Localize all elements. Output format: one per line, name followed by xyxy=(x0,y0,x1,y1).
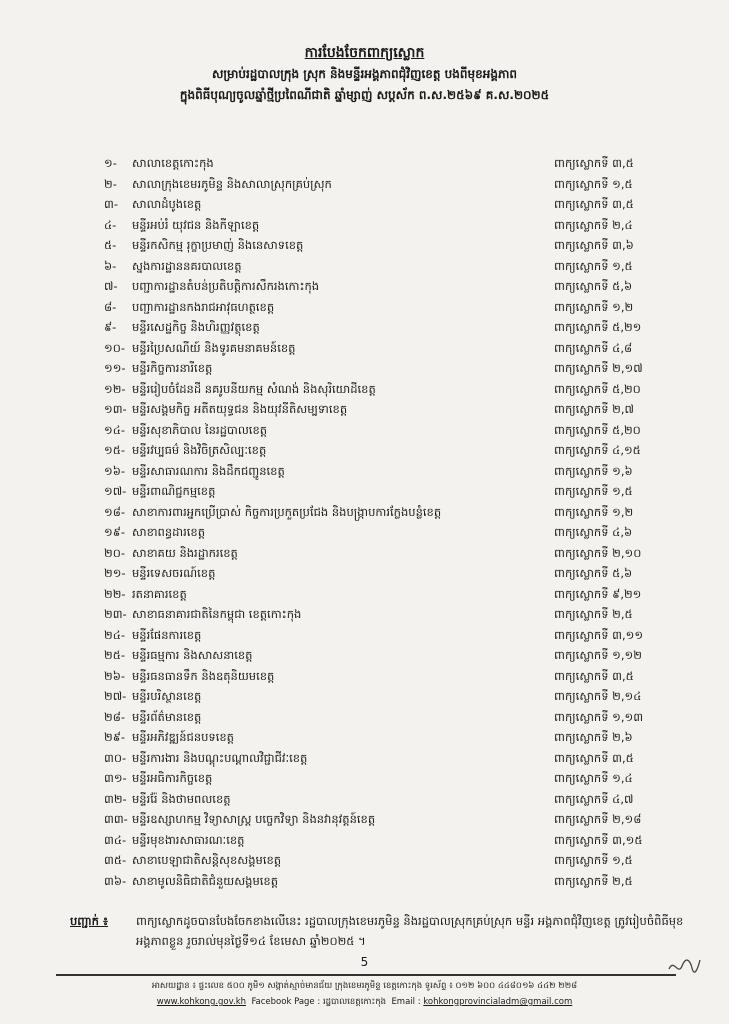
agency-name: មន្ទីរឧស្សាហកម្ម វិទ្យាសាស្ត្រ បច្ចេកវិទ្យា និងនវានុវត្តន៍ខេត្ត xyxy=(132,812,376,826)
slogan-group: ពាក្យស្លោកទី ៤,១៥ xyxy=(554,443,641,457)
agency-name: មន្ទីរសុខាភិបាល នៃរដ្ឋបាលខេត្ត xyxy=(132,422,268,437)
slogan-group: ពាក្យស្លោកទី ២,៥ xyxy=(554,607,633,621)
page-number: 5 xyxy=(360,955,369,969)
list-item xyxy=(104,707,644,728)
list-item xyxy=(104,420,641,441)
slogan-group: ពាក្យស្លោកទី ២,៧ xyxy=(554,402,634,416)
slogan-group: ពាក្យស្លោកទី ១,៥ xyxy=(554,176,633,191)
agency-name: មន្ទីរប្រៃសណីយ៍ និងទូរគមនាគមន៍ខេត្ត xyxy=(132,340,296,355)
list-item xyxy=(104,235,634,256)
agency-name: សាលាខេត្តកោះកុង xyxy=(132,156,214,170)
list-item xyxy=(104,461,633,482)
agency-name: សាខាពន្ធដារខេត្ត xyxy=(132,525,205,539)
item-number: ១- xyxy=(104,156,117,170)
item-number: ១៩- xyxy=(104,525,125,539)
agency-name: មន្ទីរព័ត៌មានខេត្ត xyxy=(132,709,202,724)
item-number: ១២- xyxy=(104,381,126,396)
slogan-group: ពាក្យស្លោកទី ៣,១១ xyxy=(554,627,644,642)
agency-name: មន្ទីរអប់រំ យុវជន និងកីឡាខេត្ត xyxy=(132,217,260,232)
document-subtitle-2: ក្នុងពិធីបុណ្យចូលឆ្នាំថ្មីប្រពៃណីជាតិ ឆ្នាំម្សាញ់ សប្តស័ក ព.ស.២៥៦៩ គ.ស.២០២៥ xyxy=(179,88,550,102)
item-number: ២០- xyxy=(104,545,125,560)
item-number: ៣៤- xyxy=(104,832,127,847)
agency-name: បញ្ជាការដ្ឋានតំបន់ប្រតិបត្តិការសឹករងកោះកុង xyxy=(132,279,320,293)
agency-name: មន្ទីរធម្មការ និងសាសនាខេត្ត xyxy=(132,648,253,662)
list-item xyxy=(104,625,644,646)
slogan-group: ពាក្យស្លោកទី ២,១៧ xyxy=(554,361,643,375)
item-number: ២២- xyxy=(104,586,126,601)
slogan-group: ពាក្យស្លោកទី ១,៦ xyxy=(554,463,633,478)
slogan-group: ពាក្យស្លោកទី ២,៥ xyxy=(554,873,633,888)
item-number: ៩- xyxy=(104,320,117,334)
list-item xyxy=(104,789,634,810)
agency-name: មន្ទីរអធិការកិច្ចខេត្ត xyxy=(132,771,213,785)
slogan-group: ពាក្យស្លោកទី ៣,៥ xyxy=(554,668,634,683)
slogan-group: ពាក្យស្លោកទី ៤,៨ xyxy=(554,340,633,355)
agency-name: មន្ទីរសេដ្ឋកិច្ច និងហិរញ្ញវត្ថុខេត្ត xyxy=(132,320,260,334)
item-number: ២៣- xyxy=(104,607,127,621)
list-item xyxy=(104,276,633,297)
agency-name: មន្ទីរមុខងារសាធារណៈខេត្ត xyxy=(132,832,245,847)
list-item xyxy=(104,440,641,461)
slogan-group: ពាក្យស្លោកទី ៣,៥ xyxy=(554,750,634,765)
agency-name: សាខាធនាគារជាតិនៃកម្ពុជា ខេត្តកោះកុង xyxy=(132,607,302,621)
slogan-group: ពាក្យស្លោកទី ៥,២០ xyxy=(554,422,641,437)
list-item xyxy=(104,399,634,420)
slogan-group: ពាក្យស្លោកទី ៥,២០ xyxy=(554,381,641,396)
slogan-group: ពាក្យស្លោកទី ១,២ xyxy=(554,504,634,519)
list-item xyxy=(104,850,633,871)
item-number: ៨- xyxy=(104,299,117,314)
item-number: ២- xyxy=(104,176,117,191)
footer-contacts xyxy=(0,994,729,1010)
slogan-group: ពាក្យស្លោកទី ២,៦ xyxy=(554,730,633,744)
list-item xyxy=(104,522,633,543)
item-number: ៧- xyxy=(104,279,118,293)
item-number: ៥- xyxy=(104,238,117,252)
footer-website-link[interactable]: www.kohkong.gov.kh xyxy=(156,997,247,1007)
agency-name: សាខាគយ និងរដ្ឋាករខេត្ត xyxy=(132,545,238,560)
list-item xyxy=(104,666,634,687)
item-number: ២៩- xyxy=(104,730,125,744)
list-item xyxy=(104,686,642,707)
slogan-group: ពាក្យស្លោកទី ៤,៧ xyxy=(554,791,634,806)
list-item xyxy=(104,809,642,830)
item-number: ៣- xyxy=(104,197,118,211)
agency-name: មន្ទីរបរិស្ថានខេត្ត xyxy=(132,689,202,703)
document-title: ការបែងចែកពាក្យស្លោក xyxy=(304,45,425,61)
list-item xyxy=(104,502,634,523)
agency-name: ស្នងការដ្ឋាននគរបាលខេត្ត xyxy=(132,258,242,273)
document-header xyxy=(0,42,729,106)
slogan-group: ពាក្យស្លោកទី ៥,៦ xyxy=(554,566,633,580)
agency-name: មន្ទីរសង្គមកិច្ច អតីតយុទ្ធជន និងយុវនីតិសម្បទាខេត្ត xyxy=(132,402,348,416)
footer-address: អាសយដ្ឋាន ៖ ផ្ទះលេខ ៥០០ ភូមិ១ សង្កាត់ស្មាច់មានជ័យ ក្រុងខេមរភូមិន្ទ ខេត្តកោះកុង ទូរស័ព្ទ ៖ ០១២ ៦០០ ៤៤៨០១៦ ៤៤២ ២២៨ xyxy=(151,981,578,991)
item-number: ៣២- xyxy=(104,791,127,806)
footer-email-label: Email : xyxy=(391,997,421,1007)
document-subtitle-1: សម្រាប់រដ្ឋបាលក្រុង ស្រុក និងមន្ទីរអង្គភាពជុំវិញខេត្ត បងពីមុខអង្គភាព xyxy=(211,67,518,81)
item-number: ២៤- xyxy=(104,627,125,642)
slogan-group: ពាក្យស្លោកទី ៣,៦ xyxy=(554,238,634,252)
item-number: ៣៦- xyxy=(104,873,127,888)
list-item xyxy=(104,645,642,666)
list-item xyxy=(104,153,634,174)
assignment-list xyxy=(104,153,644,891)
slogan-group: ពាក្យស្លោកទី ៤,៦ xyxy=(554,525,633,539)
item-number: ១៤- xyxy=(104,422,125,437)
item-number: ១៥- xyxy=(104,443,125,457)
list-item xyxy=(104,768,633,789)
slogan-group: ពាក្យស្លោកទី ៣,១៥ xyxy=(554,832,643,847)
note-text: ពាក្យស្លោកដូចបានបែងចែកខាងលើនេះ រដ្ឋបាលក្រុងខេមរភូមិន្ទ និងរដ្ឋបាលស្រុកគ្រប់ស្រុក មន្ទីរ អង្គភាពជុំវិញខេត្ត ត្រូវរៀបចំពិធីមុខអង្គភាពខ្លួន រួចរាល់មុនថ្ងៃទី១៤ ខែមេសា ឆ្នាំ២០២៥ ។ xyxy=(136,914,684,948)
list-item xyxy=(104,174,633,195)
agency-name: មន្ទីរកសិកម្ម រុក្ខាប្រមាញ់ និងនេសាទខេត្ត xyxy=(132,238,304,252)
agency-name: មន្ទីរអភិវឌ្ឍន៍ជនបទខេត្ត xyxy=(132,730,234,744)
note-label: បញ្ជាក់ ៖ xyxy=(70,914,109,928)
slogan-group: ពាក្យស្លោកទី ៥,២១ xyxy=(554,320,642,334)
agency-name: មន្ទីរវប្បធម៌ និងវិចិត្រសិល្បៈខេត្ត xyxy=(132,443,267,457)
slogan-group: ពាក្យស្លោកទី ២,១៨ xyxy=(554,812,642,826)
slogan-group: ពាក្យស្លោកទី ២,១០ xyxy=(554,545,642,560)
item-number: ១៧- xyxy=(104,484,127,498)
agency-name: មន្ទីរកិច្ចការនារីខេត្ត xyxy=(132,361,213,375)
footer-facebook-label: Facebook Page : xyxy=(251,997,321,1007)
item-number: ២៨- xyxy=(104,709,125,724)
item-number: ២១- xyxy=(104,566,126,580)
item-number: ៣១- xyxy=(104,771,127,785)
list-item xyxy=(104,297,634,318)
list-item xyxy=(104,604,633,625)
slogan-group: ពាក្យស្លោកទី ១,៥ xyxy=(554,258,633,273)
item-number: ១៣- xyxy=(104,402,127,416)
agency-name: សាលាដំបូងខេត្ត xyxy=(132,197,202,211)
slogan-group: ពាក្យស្លោកទី ៩,២១ xyxy=(554,586,642,601)
agency-name: មន្ទីរសាធារណការ និងដឹកជញ្ជូនខេត្ត xyxy=(132,463,285,478)
list-item xyxy=(104,727,633,748)
slogan-group: ពាក្យស្លោកទី ១,៤ xyxy=(554,771,633,785)
list-item xyxy=(104,215,633,236)
item-number: ៣០- xyxy=(104,750,127,765)
agency-name: មន្ទីររៀបចំដែនដី នគរូបនីយកម្ម សំណង់ និងសុរិយោដីខេត្ត xyxy=(132,381,376,396)
slogan-group: ពាក្យស្លោកទី ១,៥ xyxy=(554,853,633,867)
list-item xyxy=(104,481,633,502)
slogan-group: ពាក្យស្លោកទី ៥,៦ xyxy=(554,279,633,293)
item-number: ៦- xyxy=(104,258,117,273)
item-number: ៤- xyxy=(104,217,117,232)
item-number: ៣៣- xyxy=(104,812,128,826)
agency-name: មន្ទីរទេសចរណ៍ខេត្ត xyxy=(132,566,216,580)
agency-name: សាខាការពារអ្នកប្រើប្រាស់ កិច្ចការប្រកួតប្រជែង និងបង្ក្រាបការក្លែងបន្លំខេត្ត xyxy=(132,504,442,519)
slogan-group: ពាក្យស្លោកទី ២,១៤ xyxy=(554,689,642,703)
footer-email-link[interactable]: kohkongprovincialadm@gmail.com xyxy=(423,997,573,1007)
footer-divider xyxy=(56,974,676,976)
slogan-group: ពាក្យស្លោកទី ៣,៥ xyxy=(554,156,634,170)
item-number: ១៨- xyxy=(104,504,125,519)
footer-facebook-value[interactable]: រដ្ឋបាលខេត្តកោះកុង xyxy=(322,997,387,1007)
agency-name: បញ្ជាការដ្ឋានកងរាជអាវុធហត្ថខេត្ត xyxy=(132,299,275,314)
item-number: ២៧- xyxy=(104,689,127,703)
list-item xyxy=(104,317,642,338)
item-number: ១៦- xyxy=(104,463,125,478)
list-item xyxy=(104,256,633,277)
list-item xyxy=(104,563,633,584)
document-footer xyxy=(0,978,729,1010)
item-number: ២៦- xyxy=(104,668,125,683)
agency-name: មន្ទីរពាណិជ្ជកម្មខេត្ត xyxy=(132,484,216,498)
item-number: ៣៥- xyxy=(104,853,127,867)
list-item xyxy=(104,748,634,769)
agency-name: សាខាបេឡាជាតិសន្តិសុខសង្គមខេត្ត xyxy=(132,853,282,867)
item-number: ២៥- xyxy=(104,648,125,662)
agency-name: សាខាមូលនិធិជាតិជំនួយសង្គមខេត្ត xyxy=(132,873,278,888)
list-item xyxy=(104,584,642,605)
agency-name: មន្ទីរធនធានទឹក និងឧតុនិយមខេត្ត xyxy=(132,668,275,683)
agency-name: រតនាគារខេត្ត xyxy=(132,586,187,601)
slogan-group: ពាក្យស្លោកទី ១,២ xyxy=(554,299,634,314)
agency-name: មន្ទីរផែនការខេត្ត xyxy=(132,627,202,642)
slogan-group: ពាក្យស្លោកទី ១,១៣ xyxy=(554,709,644,724)
item-number: ១០- xyxy=(104,340,125,355)
slogan-group: ពាក្យស្លោកទី ១,៥ xyxy=(554,484,633,498)
item-number: ១១- xyxy=(104,361,126,375)
list-item xyxy=(104,379,641,400)
agency-name: សាលាក្រុងខេមរភូមិន្ទ និងសាលាស្រុកគ្រប់ស្រុក xyxy=(132,176,332,191)
list-item xyxy=(104,194,634,215)
list-item xyxy=(104,830,643,851)
slogan-group: ពាក្យស្លោកទី ២,៤ xyxy=(554,217,633,232)
list-item xyxy=(104,338,633,359)
agency-name: មន្ទីរការងារ និងបណ្តុះបណ្តាលវិជ្ជាជីវៈខេត្ត xyxy=(132,750,308,765)
list-item xyxy=(104,543,642,564)
slogan-group: ពាក្យស្លោកទី ១,១២ xyxy=(554,648,642,662)
slogan-group: ពាក្យស្លោកទី ៣,៥ xyxy=(554,197,634,211)
agency-name: មន្ទីររ៉ែ និងថាមពលខេត្ត xyxy=(132,791,231,806)
list-item xyxy=(104,358,643,379)
list-item xyxy=(104,871,633,892)
